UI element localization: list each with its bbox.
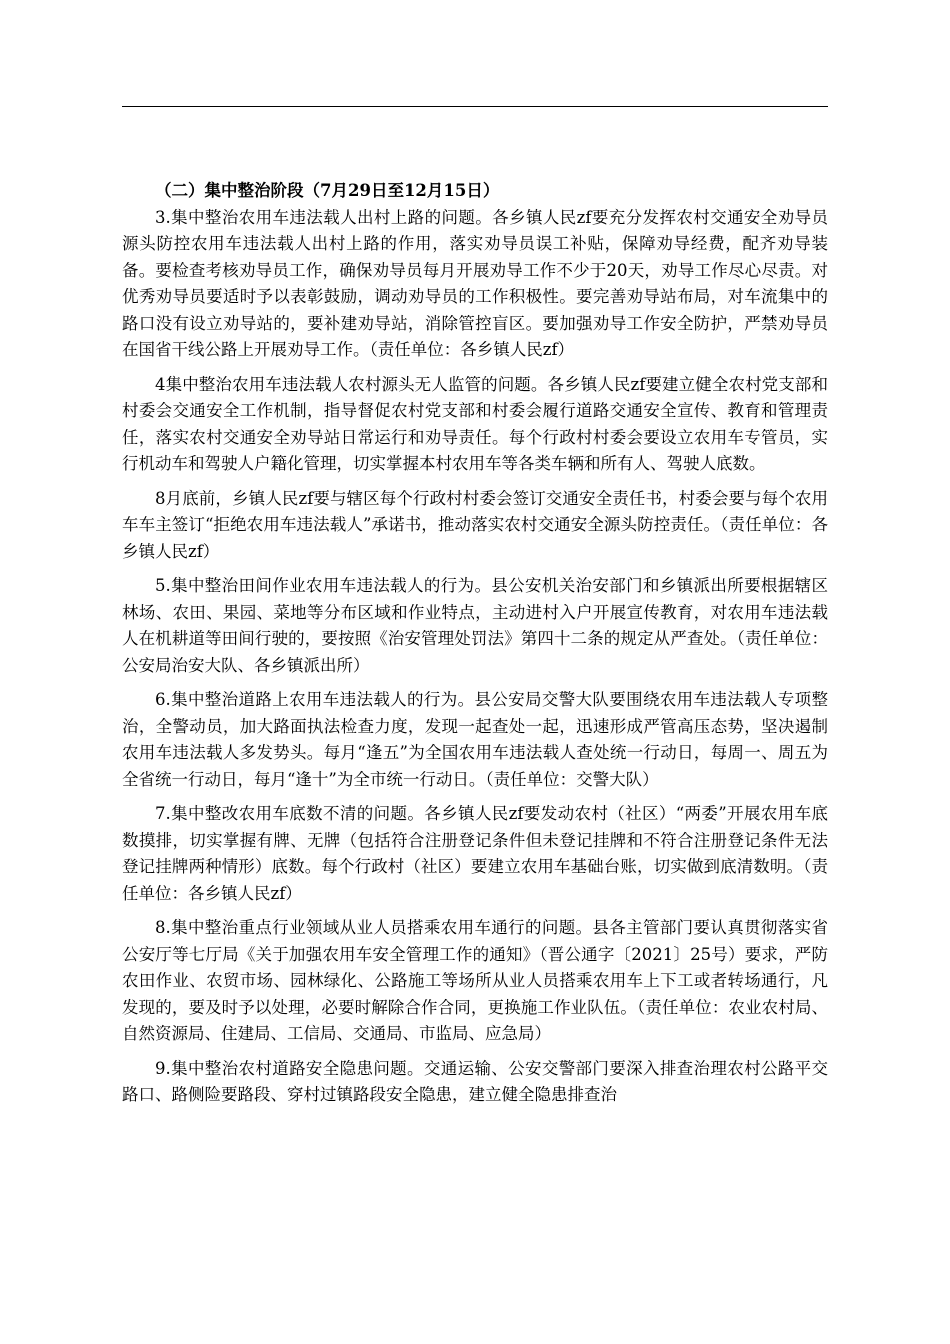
paragraph-item-8: 8.集中整治重点行业领域从业人员搭乘农用车通行的问题。县各主管部门要认真贯彻落实省公安厅等七厅局《关于加强农用车安全管理工作的通知》（晋公通字〔2021〕25号）要求，严防农田作业、农贸市场、园林绿化、公路施工等场所从业人员搭乘农用车上下工或者转场通行，凡发现的，要及时予以处理，必要时解除合作合同，更换施工作业队伍。（责任单位：农业农村局、自然资源局、住建局、工信局、交通局、市监局、应急局） bbox=[122, 918, 828, 1043]
paragraph-item-4: 4集中整治农用车违法载人农村源头无人监管的问题。各乡镇人民zf要建立健全农村党支部和村委会交通安全工作机制，指导督促农村党支部和村委会履行道路交通安全宣传、教育和管理责任，落实农村交通安全劝导站日常运行和劝导责任。每个行政村村委会要设立农用车专管员，实行机动车和驾驶人户籍化管理，切实掌握本村农用车等各类车辆和所有人、驾驶人底数。 bbox=[122, 374, 828, 473]
header-rule bbox=[122, 106, 828, 107]
document-body bbox=[122, 178, 828, 1109]
paragraph-item-7: 7.集中整改农用车底数不清的问题。各乡镇人民zf要发动农村（社区）“两委”开展农用车底数摸排，切实掌握有牌、无牌（包括符合注册登记条件但未登记挂牌和不符合注册登记条件无法登记挂牌两种情形）底数。每个行政村（社区）要建立农用车基础台账，切实做到底清数明。（责任单位：各乡镇人民zf） bbox=[122, 804, 828, 903]
paragraph-item-3: 3.集中整治农用车违法载人出村上路的问题。各乡镇人民zf要充分发挥农村交通安全劝导员源头防控农用车违法载人出村上路的作用，落实劝导员误工补贴，保障劝导经费，配齐劝导装备。要检查考核劝导员工作，确保劝导员每月开展劝导工作不少于20天，劝导工作尽心尽责。对优秀劝导员要适时予以表彰鼓励，调动劝导员的工作积极性。要完善劝导站布局，对车流集中的路口没有设立劝导站的，要补建劝导站，消除管控盲区。要加强劝导工作安全防护，严禁劝导员在国省干线公路上开展劝导工作。（责任单位：各乡镇人民zf） bbox=[122, 207, 828, 359]
paragraph-item-6: 6.集中整治道路上农用车违法载人的行为。县公安局交警大队要围绕农用车违法载人专项整治，全警动员，加大路面执法检查力度，发现一起查处一起，迅速形成严管高压态势，坚决遏制农用车违法载人多发势头。每月“逢五”为全国农用车违法载人查处统一行动日，每周一、周五为全省统一行动日，每月“逢十”为全市统一行动日。（责任单位：交警大队） bbox=[122, 690, 828, 789]
paragraph-item-5: 5.集中整治田间作业农用车违法载人的行为。县公安机关治安部门和乡镇派出所要根据辖区林场、农田、果园、菜地等分布区域和作业特点，主动进村入户开展宣传教育，对农用车违法载人在机耕道等田间行驶的，要按照《治安管理处罚法》第四十二条的规定从严查处。（责任单位：公安局治安大队、各乡镇派出所） bbox=[122, 576, 828, 675]
paragraph-item-9: 9.集中整治农村道路安全隐患问题。交通运输、公安交警部门要深入排查治理农村公路平交路口、路侧险要路段、穿村过镇路段安全隐患，建立健全隐患排查治 bbox=[122, 1058, 828, 1104]
paragraph-august-deadline: 8月底前，乡镇人民zf要与辖区每个行政村村委会签订交通安全责任书，村委会要与每个农用车车主签订“拒绝农用车违法载人”承诺书，推动落实农村交通安全源头防控责任。（责任单位：各乡镇人民zf） bbox=[122, 488, 828, 561]
section-title: （二）集中整治阶段（7月29日至12月15日） bbox=[155, 181, 500, 200]
